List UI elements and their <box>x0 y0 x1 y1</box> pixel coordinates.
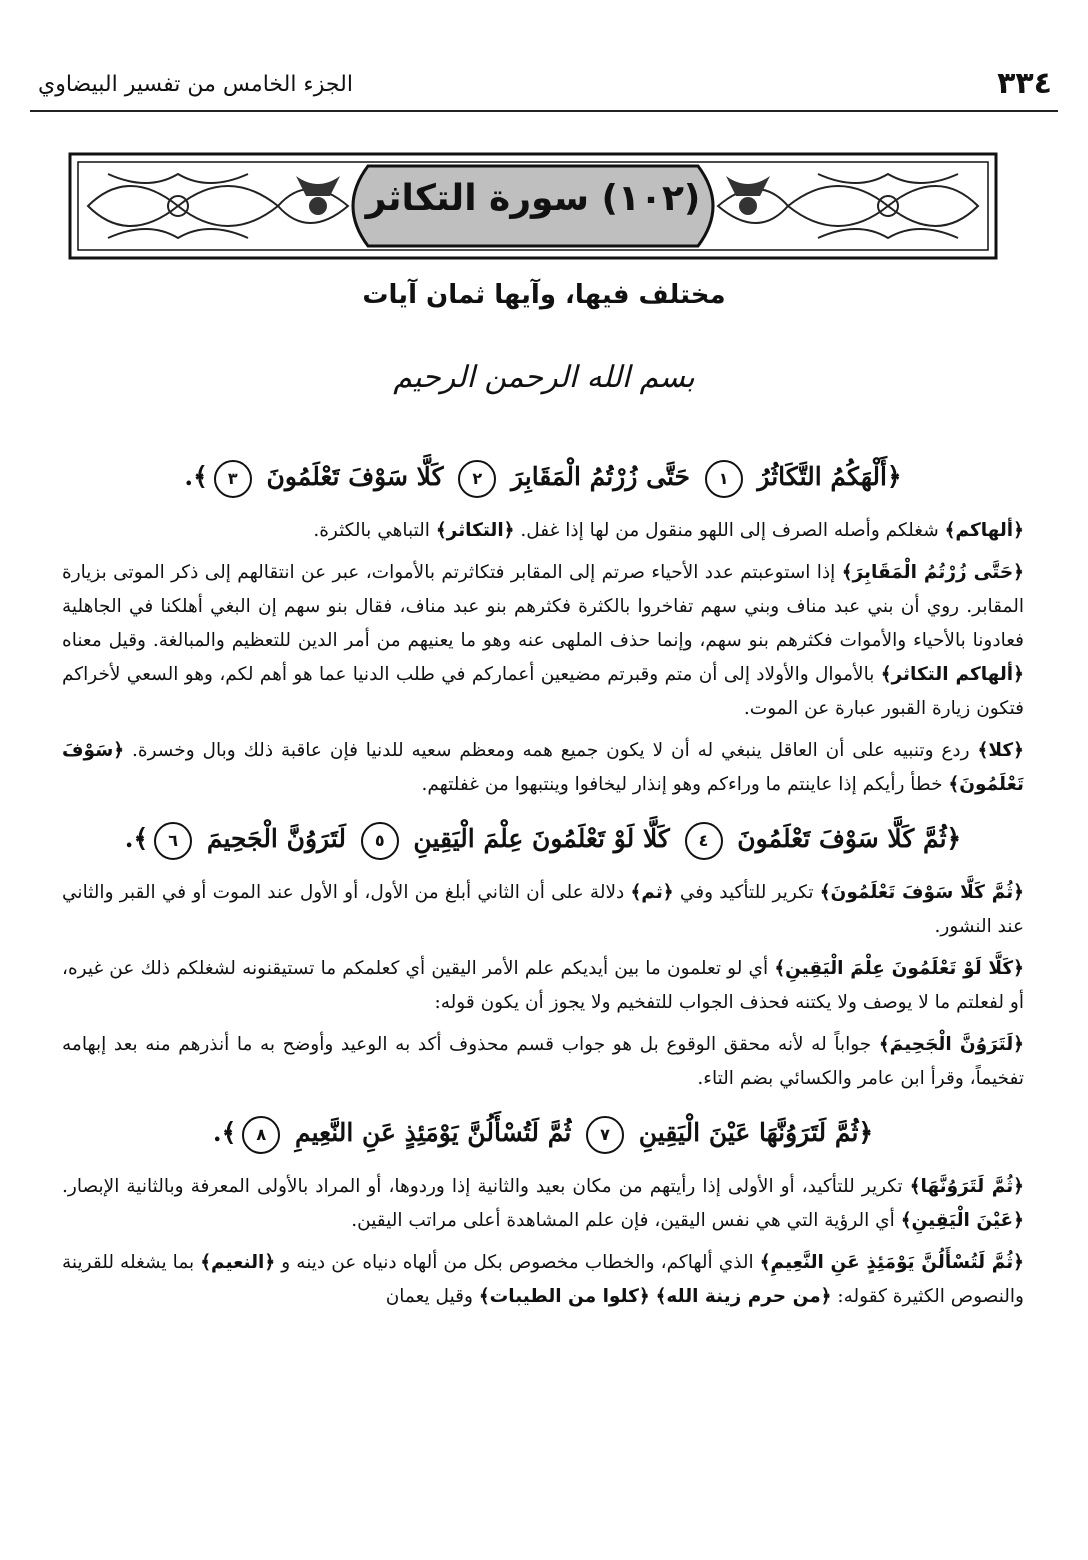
surah-subtitle: مختلف فيها، وآيها ثمان آيات <box>362 280 726 310</box>
quran-verse-block <box>62 816 1024 862</box>
commentary-text: وقيل يعمان <box>385 1286 479 1307</box>
quoted-term: ﴿ألهاكم التكاثر﴾ <box>880 664 1024 685</box>
verse-bracket: ﴾. <box>184 462 208 491</box>
quoted-term: ﴿ثُمَّ لَتَرَوُنَّهَا﴾ <box>909 1176 1024 1197</box>
tafsir-body <box>62 440 1024 1548</box>
commentary-paragraph <box>62 1246 1024 1314</box>
verse-bracket: ﴾. <box>212 1118 237 1147</box>
verse-number-marker: ٦ <box>154 822 192 860</box>
verse-bracket: ﴿ <box>858 1118 874 1147</box>
quoted-term: ﴿كلوا من الطيبات﴾ <box>478 1286 650 1307</box>
quoted-term: ﴿النعيم﴾ <box>200 1252 276 1273</box>
quoted-term: ﴿سَوْفَ تَعْلَمُونَ﴾ <box>62 740 1024 795</box>
commentary-text: تكرير للتأكيد وفي <box>673 882 820 903</box>
verse-text: ثُمَّ كَلَّا سَوْفَ تَعْلَمُونَ <box>737 824 947 853</box>
verse-number-marker: ٢ <box>458 460 496 498</box>
verse-number-marker: ٧ <box>586 1116 624 1154</box>
basmala: بسم الله الرحمن الرحيم <box>393 360 695 395</box>
quoted-term: ﴿لَتَرَوُنَّ الْجَحِيمَ﴾ <box>878 1034 1024 1055</box>
commentary-paragraph <box>62 556 1024 726</box>
surah-banner <box>68 152 998 260</box>
commentary-paragraph <box>62 1170 1024 1238</box>
commentary-paragraph <box>62 952 1024 1020</box>
verse-number-marker: ٨ <box>242 1116 280 1154</box>
quoted-term: ﴿كَلَّا لَوْ تَعْلَمُونَ عِلْمَ الْيَقِينِ﴾ <box>774 958 1024 979</box>
page-header <box>30 62 1058 112</box>
commentary-paragraph <box>62 514 1024 548</box>
verse-text: كَلَّا لَوْ تَعْلَمُونَ عِلْمَ الْيَقِينِ <box>413 824 670 853</box>
verse-bracket: ﴿ <box>886 462 902 491</box>
quoted-term: ﴿حَتَّى زُرْتُمُ الْمَقَابِرَ﴾ <box>841 562 1024 583</box>
commentary-text: بما يشغله للقرينة والنصوص الكثيرة كقوله: <box>62 1252 1024 1307</box>
commentary-text: دلالة على أن الثاني أبلغ من الأول، أو الأول عند الموت أو في القبر والثاني عند النشور. <box>62 882 1024 937</box>
verse-bracket: ﴾. <box>124 824 149 853</box>
commentary-paragraph <box>62 876 1024 944</box>
quoted-term: ﴿كلا﴾ <box>977 740 1024 761</box>
commentary-paragraph <box>62 734 1024 802</box>
surah-title: (١٠٢) سورة التكاثر <box>365 178 701 219</box>
running-title: الجزء الخامس من تفسير البيضاوي <box>38 72 353 97</box>
quoted-term: ﴿من حرم زينة الله﴾ <box>655 1286 832 1307</box>
commentary-text: بالأموال والأولاد إلى أن متم وقبرتم مضيعين أعماركم في طلب الدنيا عما هو أهم لكم، وهو السعي لأخراكم فتكون زيارة القبور عبارة عن الموت. <box>62 664 1024 719</box>
quoted-term: ﴿ثم﴾ <box>630 882 674 903</box>
commentary-text: شغلكم وأصله الصرف إلى اللهو منقول من لها إذا غفل. <box>514 520 945 541</box>
verse-text: لَتَرَوُنَّ الْجَحِيمَ <box>206 824 346 853</box>
verse-number-marker: ١ <box>705 460 743 498</box>
verse-text: أَلْهَكُمُ التَّكَاثُرُ <box>757 462 887 491</box>
commentary-text: أي الرؤية التي هي نفس اليقين، فإن علم المشاهدة أعلى مراتب اليقين. <box>351 1210 901 1231</box>
quran-verse-block <box>62 1110 1024 1156</box>
commentary-paragraph <box>62 1028 1024 1096</box>
commentary-text: تكرير للتأكيد، أو الأولى إذا رأيتهم من مكان بعيد والثانية إذا وردوها، أو المراد بالأولى المعرفة وبالثانية الإبصار. <box>62 1176 910 1197</box>
verse-text: ثُمَّ لَتُسْأَلُنَّ يَوْمَئِذٍ عَنِ النَّعِيمِ <box>294 1118 572 1147</box>
commentary-text: التباهي بالكثرة. <box>313 520 436 541</box>
quoted-term: ﴿التكاثر﴾ <box>435 520 515 541</box>
quoted-term: ﴿ثُمَّ كَلَّا سَوْفَ تَعْلَمُونَ﴾ <box>819 882 1024 903</box>
verse-text: كَلَّا سَوْفَ تَعْلَمُونَ <box>266 462 444 491</box>
commentary-text: جواباً له لأنه محقق الوقوع بل هو جواب قسم محذوف أكد به الوعيد وأوضح به ما أنذرهم منه بعد إبهامه تفخيماً، وقرأ ابن عامر والكسائي بضم التاء. <box>62 1034 1024 1089</box>
commentary-text: إذا استوعبتم عدد الأحياء صرتم إلى المقابر فتكاثرتم بالأموات، عبر عن انتقالهم إلى ذكر الموتى بزيارة المقابر. روي أن بني عبد مناف وبني سهم تفاخروا بالكثرة فكثرهم بنو عبد مناف، فقال بنو سهم إن البغي أهلكنا في الجاهلية فعادونا بالأحياء والأموات فكثرهم بنو سهم، وإنما حذف الملهى عنه وهو ما يعنيهم من أمر الدين للتعظيم والمبالغة. وقيل معناه <box>62 562 1024 651</box>
verse-number-marker: ٤ <box>685 822 723 860</box>
commentary-text: خطأ رأيكم إذا عاينتم ما وراءكم وهو إنذار ليخافوا وينتبهوا من غفلتهم. <box>421 774 949 795</box>
quran-verse-block <box>62 454 1024 500</box>
verse-text: ثُمَّ لَتَرَوُنَّهَا عَيْنَ الْيَقِينِ <box>638 1118 859 1147</box>
commentary-text: أي لو تعلمون ما بين أيديكم علم الأمر اليقين أي كعلمكم ما تستيقنونه لشغلكم ذلك عن غيره، أو لفعلتم ما لا يوصف ولا يكتنه فحذف الجواب للتفخيم ولا يجوز أن يكون قوله: <box>62 958 1024 1013</box>
verse-number-marker: ٣ <box>214 460 252 498</box>
verse-text: حَتَّى زُرْتُمُ الْمَقَابِرَ <box>510 462 690 491</box>
verse-number-marker: ٥ <box>361 822 399 860</box>
commentary-text: ردع وتنبيه على أن العاقل ينبغي له أن لا يكون جميع همه ومعظم سعيه للدنيا فإن عاقبة ذلك وبال وخسرة. <box>124 740 978 761</box>
page-number: ٣٣٤ <box>997 66 1052 101</box>
quoted-term: ﴿ثُمَّ لَتُسْأَلُنَّ يَوْمَئِذٍ عَنِ النَّعِيمِ﴾ <box>759 1252 1024 1273</box>
quoted-term: ﴿عَيْنَ الْيَقِينِ﴾ <box>900 1210 1024 1231</box>
commentary-text: الذي ألهاكم، والخطاب مخصوص بكل من ألهاه دنياه عن دينه و <box>275 1252 760 1273</box>
verse-bracket: ﴿ <box>946 824 962 853</box>
quoted-term: ﴿ألهاكم﴾ <box>944 520 1024 541</box>
